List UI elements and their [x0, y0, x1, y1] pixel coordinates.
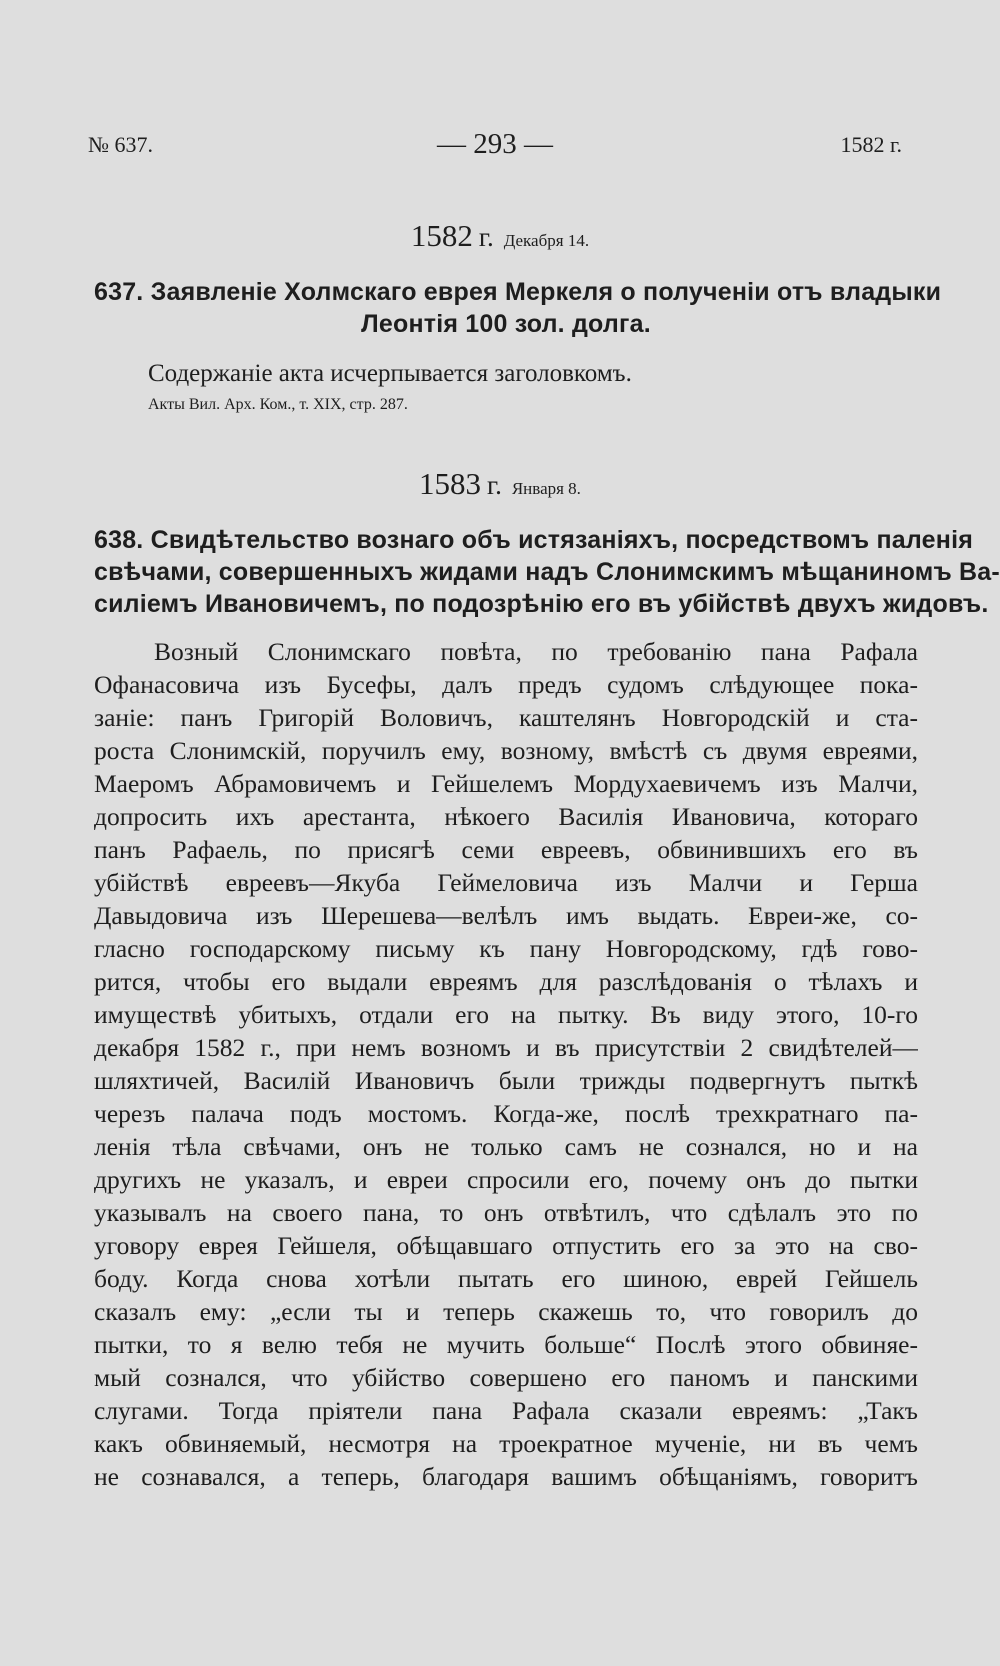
body-line: другихъ не указалъ, и евреи спросили его, почему онъ до пытки — [94, 1165, 918, 1194]
body-line: Возный Слонимскаго повѣта, по требованію пана Рафала — [154, 637, 918, 666]
body-line: ленія тѣла свѣчами, онъ не только самъ не сознался, но и на — [94, 1132, 918, 1161]
body-line: имуществѣ убитыхъ, отдали его на пытку. Въ виду этого, 10-го — [94, 1000, 918, 1029]
date-year: 1582 — [410, 218, 473, 253]
body-line: Маеромъ Абрамовичемъ и Гейшелемъ Мордухаевичемъ изъ Малчи, — [94, 769, 918, 798]
body-line: гласно господарскому письму къ пану Новгородскому, гдѣ гово- — [94, 934, 918, 963]
body-line: указывалъ на своего пана, то онъ отвѣтилъ, что сдѣлалъ это по — [94, 1198, 918, 1227]
summary-text: Содержаніе акта исчерпывается заголовкомъ. — [148, 360, 632, 387]
body-line: сказалъ ему: „если ты и теперь скажешь то, что говорилъ до — [94, 1297, 918, 1326]
body-line: панъ Рафаель, по присягѣ семи евреевъ, обвинившихъ его въ — [94, 835, 918, 864]
document-number: № 637. — [88, 132, 153, 157]
body-line: Давыдовича изъ Шерешева—велѣлъ имъ выдать. Евреи-же, со- — [94, 901, 918, 930]
page-number: — 293 — — [437, 128, 553, 160]
date-year: 1583 — [419, 466, 482, 501]
body-line: пытки, то я велю тебя не мучить больше“ Послѣ этого обвиняе- — [94, 1330, 918, 1359]
body-line: убійствѣ евреевъ—Якуба Геймеловича изъ Малчи и Герша — [94, 868, 918, 897]
source-citation: Акты Вил. Арх. Ком., т. XIX, стр. 287. — [148, 396, 408, 413]
heading-line: свѣчами, совершенныхъ жидами надъ Слонимскимъ мѣщаниномъ Ва- — [94, 558, 1000, 586]
body-text — [94, 635, 918, 1493]
running-head — [88, 128, 902, 166]
body-line: Офанасовича изъ Бусефы, далъ предъ судомъ слѣдующее пока- — [94, 670, 918, 699]
body-line: мый сознался, что убійство совершено его паномъ и панскими — [94, 1363, 918, 1392]
heading-line: силіемъ Ивановичемъ, по подозрѣнію его въ убійствѣ двухъ жидовъ. — [94, 590, 989, 618]
running-year: 1582 г. — [840, 132, 902, 157]
body-line: боду. Когда снова хотѣли пытать его шиною, еврей Гейшель — [94, 1264, 918, 1293]
heading-line: 638. Свидѣтельство вознаго объ истязаніяхъ, посредствомъ паленія — [94, 526, 973, 554]
body-line: уговору еврея Гейшеля, обѣщавшаго отпустить его за это на сво- — [94, 1231, 918, 1260]
date-line-637 — [0, 218, 1000, 254]
body-line: не сознавался, а теперь, благодаря вашимъ обѣщаніямъ, говоритъ — [94, 1462, 918, 1491]
date-day: Декабря 14. — [503, 231, 590, 250]
date-line-638 — [0, 466, 1000, 502]
date-g: г. — [487, 470, 502, 500]
date-day: Января 8. — [511, 479, 581, 498]
body-line: роста Слонимскій, поручилъ ему, возному, вмѣстѣ съ двумя евреями, — [94, 736, 918, 765]
heading-637 — [94, 276, 942, 340]
body-line: черезъ палача подъ мостомъ. Когда-же, послѣ трехкратнаго па- — [94, 1099, 918, 1128]
date-g: г. — [478, 222, 494, 252]
heading-line: 637. Заявленіе Холмскаго еврея Меркеля о полученіи отъ владыки — [94, 278, 942, 306]
heading-638 — [94, 524, 1000, 620]
body-line: заніе: панъ Григорій Воловичъ, каштелянъ Новгородскій и ста- — [94, 703, 918, 732]
body-line: рится, чтобы его выдали евреямъ для разслѣдованія о тѣлахъ и — [94, 967, 918, 996]
body-line: шляхтичей, Василій Ивановичъ были трижды подвергнутъ пыткѣ — [94, 1066, 918, 1095]
body-line: допросить ихъ арестанта, нѣкоего Василія Ивановича, котораго — [94, 802, 918, 831]
heading-line: Леонтія 100 зол. долга. — [361, 310, 651, 338]
body-line: декабря 1582 г., при немъ возномъ и въ присутствіи 2 свидѣтелей— — [94, 1033, 918, 1062]
body-line: какъ обвиняемый, несмотря на троекратное мученіе, ни въ чемъ — [94, 1429, 918, 1458]
body-line: слугами. Тогда пріятели пана Рафала сказали евреямъ: „Такъ — [94, 1396, 918, 1425]
